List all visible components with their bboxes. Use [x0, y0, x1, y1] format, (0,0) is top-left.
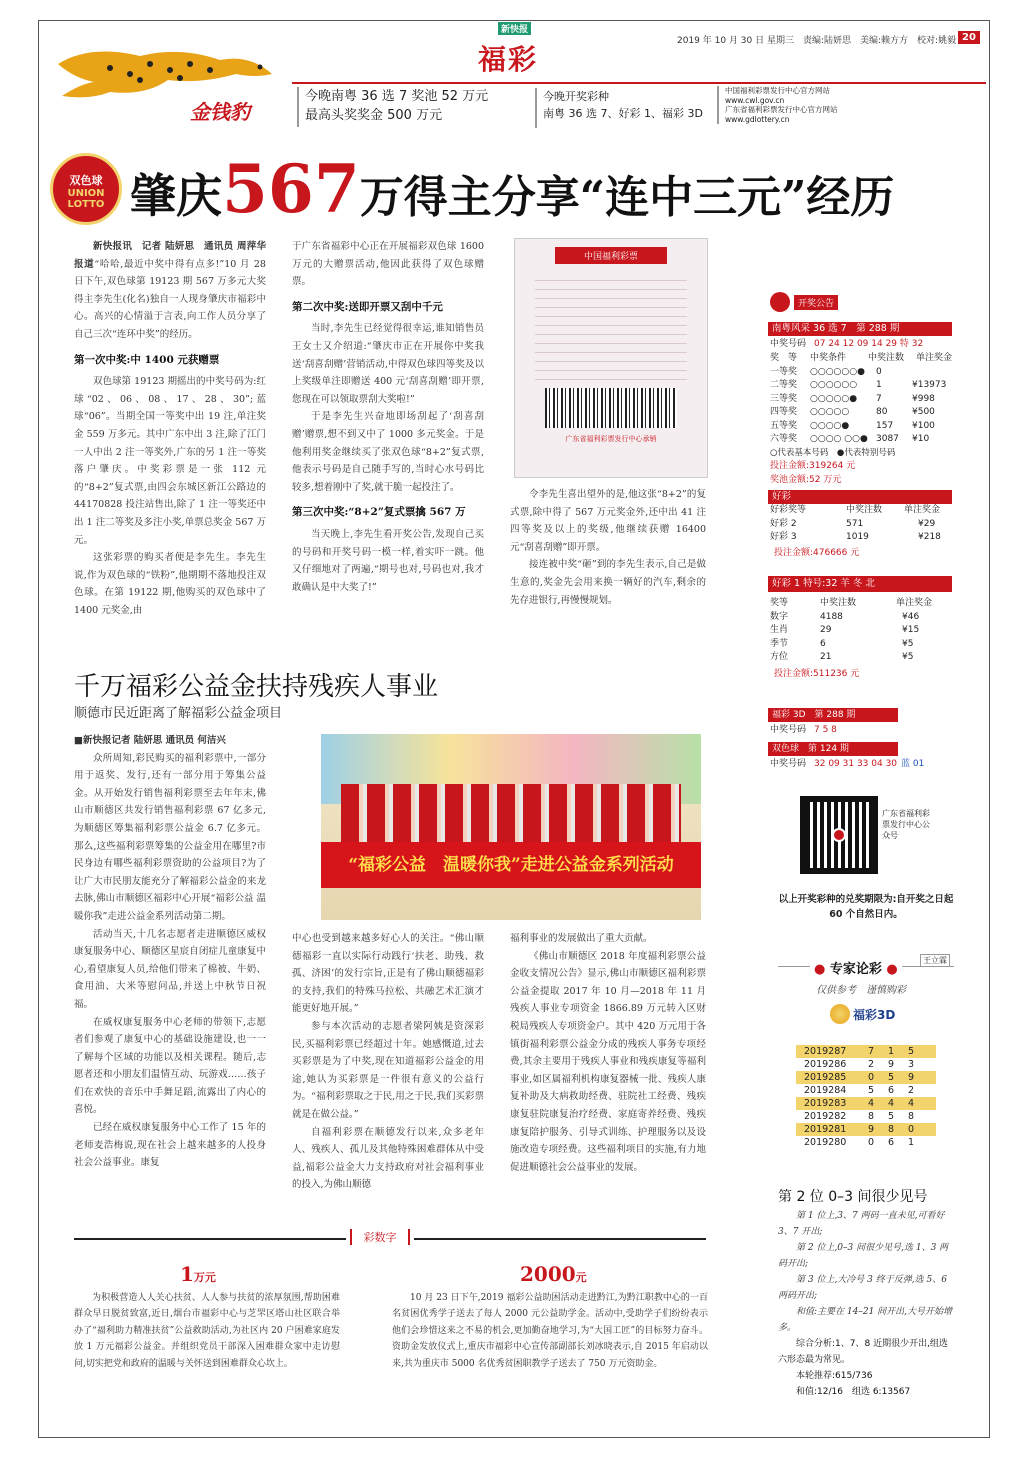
prize-amount: ¥998 — [912, 393, 935, 404]
table-row — [770, 611, 960, 625]
haocai-head-count: 中奖注数 — [846, 505, 883, 515]
prize-condition: ○○○○○ — [810, 407, 850, 417]
ticket-top-text: 中国福利彩票 — [555, 247, 667, 264]
haocai-head-level: 好彩奖等 — [770, 505, 807, 515]
winner-count: 7 — [876, 393, 882, 404]
prize-condition: ○○○○● — [810, 420, 850, 431]
article-2-para-8: 福利事业的发展做出了重大贡献。 — [510, 933, 653, 944]
expert-tip-3: 第 3 位上,大冷号 3 终于反弹,选 5、6 两码开出; — [778, 1275, 947, 1301]
list-item — [796, 1045, 936, 1058]
digit: 0 — [868, 1137, 875, 1148]
prize-level: 好彩 2 — [770, 518, 797, 529]
prize-level: 生肖 — [770, 625, 789, 635]
article-2-para-7: 自福利彩票在顺德发行以来,众多老年人、残疾人、孤儿及其他特殊困难群体从中受益,福彩公益金大力支持政府对社会福利事业的投入,为佛山顺德 — [292, 1126, 484, 1191]
headline-pre: 肇庆 — [130, 169, 222, 223]
digit: 8 — [908, 1111, 915, 1122]
prize-amount: ¥5 — [902, 652, 914, 662]
activity-banner: “福彩公益 温暖你我”走进公益金系列活动 — [321, 842, 701, 888]
haocai1-table — [770, 597, 960, 681]
prize-amount: ¥500 — [912, 407, 935, 417]
site-link-2[interactable]: www.gdlottery.cn — [725, 114, 790, 124]
haocai1-title: 好彩 1 特号:32 羊 冬 北 — [768, 576, 952, 592]
fc3d-logo-text: 福彩3D — [853, 1007, 896, 1022]
section-small: 新快报 — [498, 22, 531, 35]
digits-left-title — [180, 1262, 216, 1286]
winner-count: 571 — [846, 518, 864, 529]
logo-text: 金钱豹 — [190, 100, 250, 124]
article-1-para-2: 这张彩票的购买者便是李先生。李先生说,作为双色球的“铁粉”,他期期不落地投注双色球。在第 19122 期,他购买的双色球中了 1400 元奖金,由 — [74, 552, 266, 616]
lottery-ticket-photo — [514, 238, 708, 478]
site-label-1: 中国福利彩票发行中心官方网站 — [725, 86, 830, 95]
expert-tip-4: 和值:主要在 14–21 间开出,大号开始增多。 — [778, 1307, 953, 1333]
qr-caption: 广东省福利彩票发行中心公众号 — [882, 809, 930, 840]
article-2-para-3: 在威权康复服务中心老师的带领下,志愿者们参观了康复中心的基础设施建设,也一一了解每个区域的功能以及相关课程。随后,志愿者还和小朋友们温情互动、玩游戏……孩子们在欢快的音乐中手舞足蹈,流露出了内心的喜悦。 — [74, 1016, 266, 1116]
section-title: 福彩 — [478, 43, 539, 76]
fc3d-numbers — [770, 724, 837, 737]
table-row — [770, 531, 960, 545]
fc3d-numbers-value: 7 5 8 — [814, 725, 837, 735]
digits-right-number: 2000 — [520, 1262, 576, 1286]
list-item — [796, 1123, 936, 1136]
expert-tagline: 仅供参考 谨慎购彩 — [816, 985, 906, 996]
digits-left-text: 为积极营造人人关心扶贫、人人参与扶贫的浓厚氛围,帮助困难群众早日脱贫致富,近日,烟台市福彩中心与芝罘区塔山社区联合举办了“福利助力精准扶贫”公益救助活动,为社区内 20 户困难家庭发放 1 万元福彩公益金。并组织党员干部深入困难群众家中走访慰问,切实把党和政府的温暖与关怀送到困难群众心坎上。 — [74, 1293, 340, 1369]
page-number: 20 — [958, 31, 980, 44]
digit: 1 — [888, 1046, 895, 1057]
digits-left-number: 1 — [180, 1262, 194, 1286]
prize-amount: ¥15 — [902, 625, 920, 635]
haocai-title: 好彩 — [768, 490, 952, 504]
ssq-title: 双色球 第 124 期 — [768, 742, 898, 756]
nanyue-head-condition: 中奖条件 — [810, 353, 847, 363]
nanyue-title: 南粤风采 36 选 7 第 288 期 — [768, 322, 952, 336]
winner-count: 157 — [876, 420, 894, 431]
results-label — [770, 292, 838, 312]
digits-right-unit: 元 — [575, 1271, 587, 1284]
table-row — [770, 393, 960, 407]
table-row — [770, 651, 960, 665]
article-2-col-1 — [74, 732, 266, 1224]
winner-count: 29 — [820, 625, 832, 635]
digit: 3 — [908, 1059, 915, 1070]
prize-condition: ○○○○○○ — [810, 380, 858, 390]
digit: 0 — [868, 1072, 875, 1083]
article-1-para-6: 当天晚上,李先生看开奖公告,发现自己买的号码和开奖号码一模一样,着实吓一跳。他又仔细地对了两遍,“期号也对,号码也对,我才敢确认是中大奖了!” — [292, 528, 484, 593]
expert-summary: 综合分析:1、7、8 近期很少开出,组选六形态最为常见。 — [778, 1339, 948, 1365]
winner-count: 3087 — [876, 434, 899, 444]
article-2-para-4: 已经在威权康复服务中心工作了 15 年的老师麦浩梅说,现在社会上越来越多的人投身社会公益事业。康复 — [74, 1122, 266, 1169]
nanyue-head-count: 中奖注数 — [868, 353, 905, 363]
prize-level: 好彩 3 — [770, 532, 797, 542]
digit: 4 — [868, 1098, 875, 1109]
expert-title-text: 专家论彩 — [829, 962, 882, 977]
table-row — [770, 366, 960, 380]
article-1-col-2 — [292, 238, 484, 638]
digit: 2 — [868, 1059, 875, 1070]
leopard-icon — [50, 34, 290, 122]
prize-level: 一等奖 — [770, 366, 798, 377]
haocai1-sales: 投注金额:511236 元 — [774, 668, 860, 679]
prize-condition: ○○○○○○● — [810, 366, 865, 377]
header-rule — [292, 82, 986, 84]
welfare-lottery-icon — [770, 292, 790, 312]
article-2-subtitle: 顺德市民近距离了解福彩公益金项目 — [74, 706, 283, 721]
digit: 1 — [908, 1137, 915, 1148]
digit: 5 — [888, 1072, 895, 1083]
announce-1 — [297, 87, 523, 127]
issue-number: 2019284 — [804, 1085, 847, 1096]
article-1-col-1 — [74, 238, 266, 638]
prize-level: 五等奖 — [770, 420, 798, 431]
winner-count: 0 — [876, 366, 882, 377]
haocai-table — [770, 504, 960, 560]
article-1-para-7: 令李先生喜出望外的是,他这张“8+2”的复式票,除中得了 567 万元奖金外,还中出 41 注四等奖及以上的奖级,他继续获赠 16400 元“刮喜刮赠”即开票。 — [510, 489, 706, 553]
list-item — [796, 1136, 936, 1149]
digit: 4 — [888, 1098, 895, 1109]
table-row — [770, 638, 960, 652]
expert-headline: 第 2 位 0–3 间很少见号 — [778, 1189, 928, 1205]
nanyue-sales: 投注金额:319264 元 — [770, 461, 856, 471]
nanyue-numbers-value: 07 24 12 09 14 29 特 32 — [814, 339, 924, 349]
digit: 6 — [888, 1085, 895, 1096]
digit: 5 — [868, 1085, 875, 1096]
badge-line-2: UNION — [67, 188, 105, 199]
table-row — [770, 433, 960, 447]
article-1-lead: “哈哈,最近中奖中得有点多!”10 月 28 日下午,双色球第 19123 期 567 万多元大奖得主李先生(化名)独自一人现身肇庆市福彩中心。高兴的心情溢于言表,向工作人员分享了自己三次“连环中奖”的经历。 — [74, 258, 266, 340]
expert-title — [810, 958, 902, 977]
prize-level: 三等奖 — [770, 393, 798, 404]
ssq-blue-number: 蓝 01 — [901, 759, 925, 769]
prize-amount: ¥46 — [902, 611, 920, 622]
fc3d-logo — [830, 1004, 895, 1024]
article-1-col-3 — [510, 486, 706, 636]
expert-tip-1: 第 1 位上,3、7 两码一直未见,可看好 3、7 开出; — [778, 1211, 945, 1237]
haocai1-head-count: 中奖注数 — [820, 598, 857, 608]
article-2-para-6: 参与本次活动的志愿者梁阿姨是资深彩民,买福利彩票已经超过十年。她感慨道,过去买彩票是为了中奖,现在知道福彩公益金的用途,她认为买彩票是一件很有意义的公益行为。“福利彩票取之于民,用之于民,我们买彩票就是在做公益。” — [292, 1020, 484, 1120]
union-lotto-badge — [50, 153, 122, 225]
nanyue-table-head — [770, 352, 960, 366]
digits-right-text: 10 月 23 日下午,2019 福彩公益助困活动走进黔江,为黔江职教中心的一百名贫困优秀学子送去了每人 2000 元公益助学金。活动中,受助学子们纷纷表示他们会珍惜这来之不易的机会,更加勤奋地学习,为“大国工匠”的目标努力奋斗。资助金发放仪式上,重庆市福彩中心宣传部副部长刘冰晓表示,自 2015 年启动以来,共为重庆市 5000 名优秀贫困职教学子送去了 750 万元资助金。 — [392, 1293, 708, 1369]
list-item — [796, 1084, 936, 1097]
issue-number: 2019286 — [804, 1059, 847, 1070]
article-2-para-9: 《佛山市顺德区 2018 年度福利彩票公益金收支情况公告》显示,佛山市顺德区福利彩票公益金提取 2017 年 10 月—2018 年 11 月残疾人事业专项资金 1866.89 万元转入区财税局残疾人专项资金户。其中 420 万元用于各镇街福利彩票公益金分成的残疾人事务专项经费,其余主要用于残疾人事业和残疾康复等福利事业,如区属福利机构康复器械一批、残疾人康复补助及大病救助经费、驻院社工经费、残疾康复驻院康复治疗经费、家庭寄养经费、残疾康复陪护服务、引导式训练、护理服务以及设施改造专项经费。这些福利项目的实施,有力地促进顺德社会公益事业的发展。 — [510, 950, 706, 1173]
fc3d-numbers-label: 中奖号码 — [770, 725, 807, 735]
issue-number: 2019281 — [804, 1124, 847, 1135]
claim-period: 以上开奖彩种的兑奖期限为:自开奖之日起 60 个自然日内。 — [778, 894, 954, 920]
headline-number: 567 — [222, 150, 360, 228]
qr-logo — [832, 828, 846, 842]
article-2-col-2 — [292, 930, 484, 1226]
digit: 8 — [888, 1124, 895, 1135]
article-1-subhead-1: 第一次中奖:中 1400 元获赠票 — [74, 353, 220, 366]
article-2-para-2: 活动当天,十几名志愿者走进顺德区威权康复服务中心、顺德区星宸自闭症儿童康复中心,看望康复人员,给他们带来了棉被、牛奶、食用油、大米等慰问品,并送上中秋节日祝福。 — [74, 928, 266, 1010]
announce-2-line-2: 南粤 36 选 7、好彩 1、福彩 3D — [543, 107, 703, 120]
table-row — [770, 518, 960, 532]
prize-level: 数字 — [770, 611, 789, 622]
table-row — [770, 420, 960, 434]
digit: 9 — [908, 1072, 915, 1083]
digit: 4 — [908, 1098, 915, 1109]
volunteer-photo — [321, 734, 701, 920]
badge-line-3: LOTTO — [67, 199, 105, 210]
digit: 5 — [888, 1111, 895, 1122]
ssq-red-numbers: 32 09 31 33 04 30 — [814, 759, 898, 769]
announce-1-line-2: 最高头奖奖金 500 万元 — [305, 108, 443, 123]
article-1-byline: 新快报讯 记者 陆妍思 通讯员 周萍华 报道 — [74, 241, 266, 270]
prize-level: 六等奖 — [770, 434, 798, 444]
headline-post: 万得主分享“连中三元”经历 — [359, 172, 895, 223]
digit: 8 — [868, 1111, 875, 1122]
table-row — [770, 379, 960, 393]
article-2-para-1: 众所周知,彩民购买的福利彩票中,一部分用于返奖、发行,还有一部分用于筹集公益金。从开始发行销售福利彩票至去年年末,佛山市顺德区共发行销售福利彩票 67 亿多元,为顺德区筹集福利彩票公益金 6.7 亿多元。那么,这些福利彩票筹集的公益金用在哪里?市民身边有哪些福利彩票资助的公益项目?为了让广大市民朋友能充分了解福彩公益金的来龙去脉,佛山市顺德区福彩中心开展“福彩公益 温暖你我”走进公益金系列活动第二期。 — [74, 752, 266, 922]
haocai1-table-head — [770, 597, 960, 611]
official-sites — [717, 86, 917, 124]
winner-count: 1 — [876, 380, 882, 390]
expert-author: 王立霖 — [920, 954, 950, 967]
issue-number: 2019283 — [804, 1098, 847, 1109]
prize-level: 四等奖 — [770, 407, 798, 417]
winner-count: 1019 — [846, 532, 869, 542]
prize-level: 方位 — [770, 652, 789, 662]
header-meta: 2019 年 10 月 30 日 星期三 责编:陆妍思 美编:赖方方 校对:姚毅 — [677, 36, 957, 46]
list-item — [796, 1071, 936, 1084]
expert-recommend: 本轮推荐:615/736 — [796, 1371, 873, 1381]
list-item — [796, 1110, 936, 1123]
site-link-1[interactable]: www.cwl.gov.cn — [725, 95, 785, 105]
article-2-byline: ■新快报记者 陆妍思 通讯员 何洁兴 — [74, 735, 226, 746]
nanyue-head-prize: 单注奖金 — [916, 353, 953, 363]
digit: 9 — [888, 1059, 895, 1070]
article-1-para-5: 于是李先生兴奋地即场刮起了‘刮喜刮赠’赠票,想不到又中了 1000 多元奖金。于是他利用奖金继续买了张双色球“8+2”复式票,他表示号码是自己随手写的,当时心水号码比较多,想着刚中了奖,就干脆一起投注了。 — [292, 411, 484, 493]
expert-sum-pick: 和值:12/16 组选 6:13567 — [796, 1387, 911, 1397]
fc3d-logo-icon — [830, 1004, 850, 1024]
list-item — [796, 1058, 936, 1071]
article-2-title: 千万福彩公益金扶持残疾人事业 — [74, 672, 439, 702]
article-1-para-4: 当时,李先生已经觉得很幸运,谁知销售员王女士又介绍道:“肇庆市正在开展你中奖我送‘刮喜刮赠’营销活动,中得双色球四等奖及以上奖级单注即赠送 400 元‘刮喜刮赠’即开票,您现在可以领取票刮大奖啦!” — [292, 323, 484, 405]
winner-count: 4188 — [820, 611, 843, 622]
headline — [130, 150, 894, 228]
prize-amount: ¥29 — [918, 518, 936, 529]
digits-rule-left — [74, 1238, 346, 1240]
nanyue-numbers — [770, 338, 960, 351]
badge-line-1: 双色球 — [69, 174, 103, 187]
prize-amount: ¥10 — [912, 434, 930, 444]
haocai-table-head — [770, 504, 960, 518]
winner-count: 21 — [820, 652, 832, 662]
winner-count: 80 — [876, 407, 888, 417]
announce-2-line-1: 今晚开奖彩种 — [543, 90, 609, 103]
article-2-col-3 — [510, 930, 706, 1226]
article-1-subhead-2: 第二次中奖:送即开票又刮中千元 — [292, 300, 443, 313]
article-1-para-3: 于广东省福彩中心正在开展福彩双色球 1600 万元的大赠票活动,他因此获得了双色球赠票。 — [292, 241, 484, 288]
nanyue-numbers-label: 中奖号码 — [770, 339, 807, 349]
issue-number: 2019282 — [804, 1111, 847, 1122]
prize-amount: ¥100 — [912, 420, 935, 431]
article-1-para-8: 接连被中奖“砸”到的李先生表示,自己是做生意的,奖金先会用来换一辆好的汽车,剩余的先存进银行,再慢慢规划。 — [510, 559, 706, 606]
issue-number: 2019287 — [804, 1046, 847, 1057]
list-item — [796, 1097, 936, 1110]
digit: 6 — [888, 1137, 895, 1148]
digits-label — [350, 1229, 410, 1245]
digit: 0 — [908, 1124, 915, 1135]
table-row — [770, 624, 960, 638]
digits-right-title — [520, 1262, 587, 1286]
prize-condition: ○○○○○● — [810, 393, 858, 404]
haocai1-head-level: 奖等 — [770, 598, 789, 608]
nanyue-head-level: 奖 等 — [770, 353, 798, 363]
issue-number: 2019285 — [804, 1072, 847, 1083]
ssq-numbers-label: 中奖号码 — [770, 759, 807, 769]
ssq-numbers — [770, 758, 924, 771]
issue-number: 2019280 — [804, 1137, 847, 1148]
winner-count: 6 — [820, 638, 826, 649]
article-1-para-1: 双色球第 19123 期摇出的中奖号码为:红球“02、06、08、17、28、30”;蓝球“06”。当期全国一等奖中出 19 注,单注奖金 559 万多元。其中广东中出 3 注,除了江门一人中出 2 注一等奖外,广东的另 1 注一等奖落户肇庆。中奖彩票是一张 112 元的“8+2”复式票,由四会东城区新江公路边的 44170828 投注站售出,除了 1 注一等奖还中出 1 注二等奖及多注小奖,单票总奖金 567 万元。 — [74, 376, 266, 546]
article-2-para-5: 中心也受到越来越多好心人的关注。“佛山顺德福彩一直以实际行动践行‘扶老、助残、救孤、济困’的发行宗旨,正是有了佛山顺德福彩的支持,我们的特殊马拉松、共融艺术汇演才能更好地开展。” — [292, 933, 484, 1015]
digits-rule-right — [414, 1238, 706, 1240]
nanyue-legend: ○代表基本号码 ●代表特别号码 — [770, 447, 896, 458]
expert-dot-icon-2: ● — [886, 962, 898, 977]
article-1-subhead-3: 第三次中奖:“8+2”复式票擒 567 万 — [292, 506, 466, 519]
announce-2 — [535, 88, 711, 128]
ticket-barcode — [545, 388, 677, 428]
leopard-logo — [50, 34, 290, 122]
prize-amount: ¥218 — [918, 532, 941, 542]
prize-level: 二等奖 — [770, 380, 798, 390]
haocai1-head-prize: 单注奖金 — [896, 598, 933, 608]
prize-condition: ○○○○ ○○● — [810, 434, 868, 444]
digit: 2 — [908, 1085, 915, 1096]
fc3d-history — [796, 1045, 936, 1149]
table-row — [770, 406, 960, 420]
results-label-text: 开奖公告 — [794, 295, 838, 310]
prize-amount: ¥5 — [902, 638, 914, 649]
ticket-bottom-text: 广东省福利彩票发行中心承销 — [565, 435, 657, 443]
haocai-head-prize: 单注奖金 — [904, 505, 941, 515]
digits-left-unit: 万元 — [193, 1271, 216, 1284]
prize-amount: ¥13973 — [912, 380, 947, 390]
site-label-2: 广东省福利彩票发行中心官方网站 — [725, 105, 838, 114]
digits-label-text: 彩数字 — [363, 1231, 397, 1244]
expert-dot-icon: ● — [814, 962, 826, 977]
digit: 5 — [908, 1046, 915, 1057]
digit: 7 — [868, 1046, 875, 1057]
haocai-sales: 投注金额:476666 元 — [774, 547, 860, 558]
ticket-body — [535, 272, 687, 382]
prize-level: 季节 — [770, 638, 789, 649]
nanyue-pool: 奖池金额:52 万元 — [770, 474, 842, 485]
qr-code-icon[interactable] — [800, 796, 878, 874]
digit: 9 — [868, 1124, 875, 1135]
expert-analysis — [778, 1208, 956, 1400]
expert-tip-2: 第 2 位上,0–3 间很少见号,选 1、3 两码开出; — [778, 1243, 949, 1269]
fc3d-title: 福彩 3D 第 288 期 — [768, 708, 898, 722]
announce-1-line-1: 今晚南粤 36 选 7 奖池 52 万元 — [305, 89, 489, 104]
nanyue-table — [770, 352, 960, 487]
prize-amount — [912, 366, 956, 380]
